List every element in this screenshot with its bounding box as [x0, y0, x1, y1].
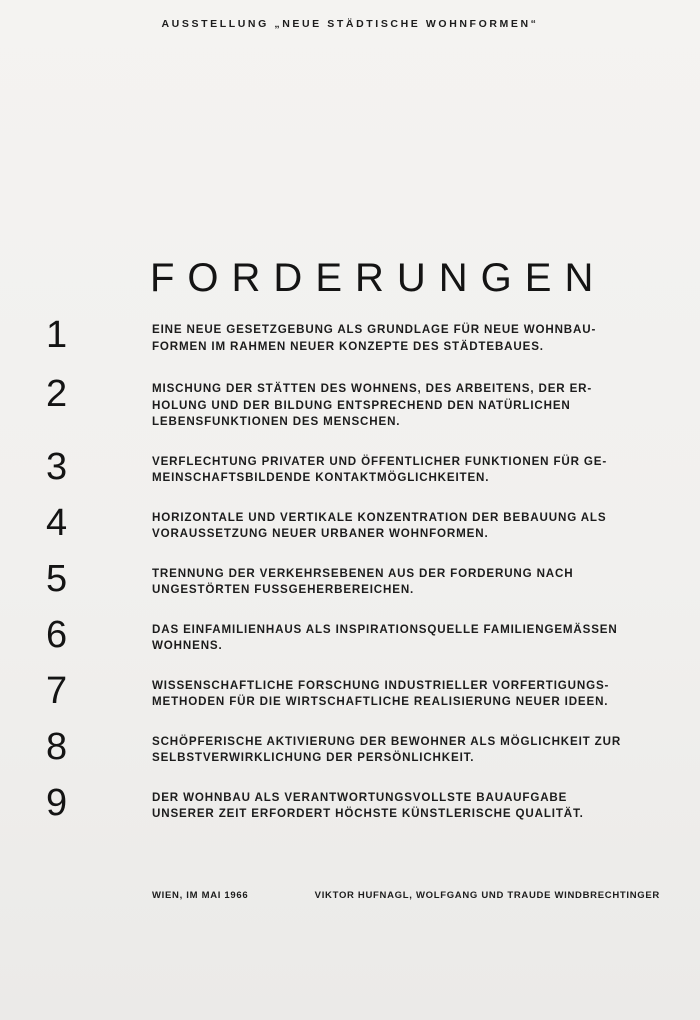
text-line: SELBSTVERWIRKLICHUNG DER PERSÖNLICHKEIT. [152, 751, 475, 764]
text-line: WOHNENS. [152, 639, 223, 652]
text-line: DER WOHNBAU ALS VERANTWORTUNGSVOLLSTE BAUAUFGABE [152, 790, 568, 804]
footer-place-date: WIEN, IM MAI 1966 [152, 890, 249, 901]
list-item [40, 725, 665, 768]
list-item-number: 7 [46, 669, 68, 712]
list-item [40, 557, 665, 600]
list-item-number: 2 [46, 373, 68, 415]
text-line: UNGESTÖRTEN FUSSGEHERBEREICHEN. [152, 583, 415, 596]
text-line: MISCHUNG DER STÄTTEN DES WOHNENS, DES ARBEITENS, DER ER- [152, 382, 593, 395]
exhibition-header: AUSSTELLUNG „NEUE STÄDTISCHE WOHNFORMEN“ [161, 18, 539, 30]
text-line: DAS EINFAMILIENHAUS ALS INSPIRATIONSQUELLE FAMILIENGEMÄSSEN [152, 622, 618, 636]
page-title: FORDERUNGEN [150, 256, 607, 300]
text-line: TRENNUNG DER VERKEHRSEBENEN AUS DER FORDERUNG NACH [152, 566, 574, 580]
text-line: SCHÖPFERISCHE AKTIVIERUNG DER BEWOHNER ALS MÖGLICHKEIT ZUR [152, 734, 622, 748]
list-item-number: 5 [46, 557, 68, 600]
list-item [40, 669, 665, 712]
text-line: HORIZONTALE UND VERTIKALE KONZENTRATION DER BEBAUUNG ALS [152, 510, 607, 524]
list-item-number: 1 [46, 314, 68, 356]
list-item-number: 6 [46, 613, 68, 656]
footer-authors: VIKTOR HUFNAGL, WOLFGANG UND TRAUDE WINDBRECHTINGER [314, 890, 660, 901]
text-line: METHODEN FÜR DIE WIRTSCHAFTLICHE REALISIERUNG NEUER IDEEN. [152, 695, 609, 708]
list-item [40, 314, 665, 356]
list-item-text [152, 381, 665, 431]
list-item [40, 501, 665, 544]
list-item-text [152, 790, 665, 823]
text-line: FORMEN IM RAHMEN NEUER KONZEPTE DES STÄDTEBAUES. [152, 339, 544, 353]
text-line: LEBENSFUNKTIONEN DES MENSCHEN. [152, 415, 401, 428]
list-item [40, 445, 665, 488]
list-item-number: 9 [46, 781, 68, 824]
list-item [40, 781, 665, 824]
list-item-text [152, 622, 665, 655]
text-line: VERFLECHTUNG PRIVATER UND ÖFFENTLICHER FUNKTIONEN FÜR GE- [152, 454, 608, 468]
text-line: UNSERER ZEIT ERFORDERT HÖCHSTE KÜNSTLERISCHE QUALITÄT. [152, 807, 584, 820]
text-line: VORAUSSETZUNG NEUER URBANER WOHNFORMEN. [152, 527, 489, 540]
text-line: MEINSCHAFTSBILDENDE KONTAKTMÖGLICHKEITEN. [152, 471, 490, 484]
list-item-text [152, 734, 665, 767]
list-item-number: 3 [46, 445, 68, 488]
list-item-text [152, 566, 665, 599]
list-item [40, 373, 665, 431]
list-item-text [152, 678, 665, 711]
demands-list [40, 314, 665, 824]
text-line: HOLUNG UND DER BILDUNG ENTSPRECHEND DEN NATÜRLICHEN [152, 398, 571, 412]
list-item [40, 613, 665, 656]
list-item-text [152, 454, 665, 487]
list-item-text [152, 322, 665, 355]
list-item-text [152, 510, 665, 543]
list-item-number: 8 [46, 725, 68, 768]
text-line: EINE NEUE GESETZGEBUNG ALS GRUNDLAGE FÜR NEUE WOHNBAU- [152, 323, 597, 336]
text-line: WISSENSCHAFTLICHE FORSCHUNG INDUSTRIELLER VORFERTIGUNGS- [152, 678, 610, 692]
list-item-number: 4 [46, 501, 68, 544]
footer [152, 890, 660, 901]
